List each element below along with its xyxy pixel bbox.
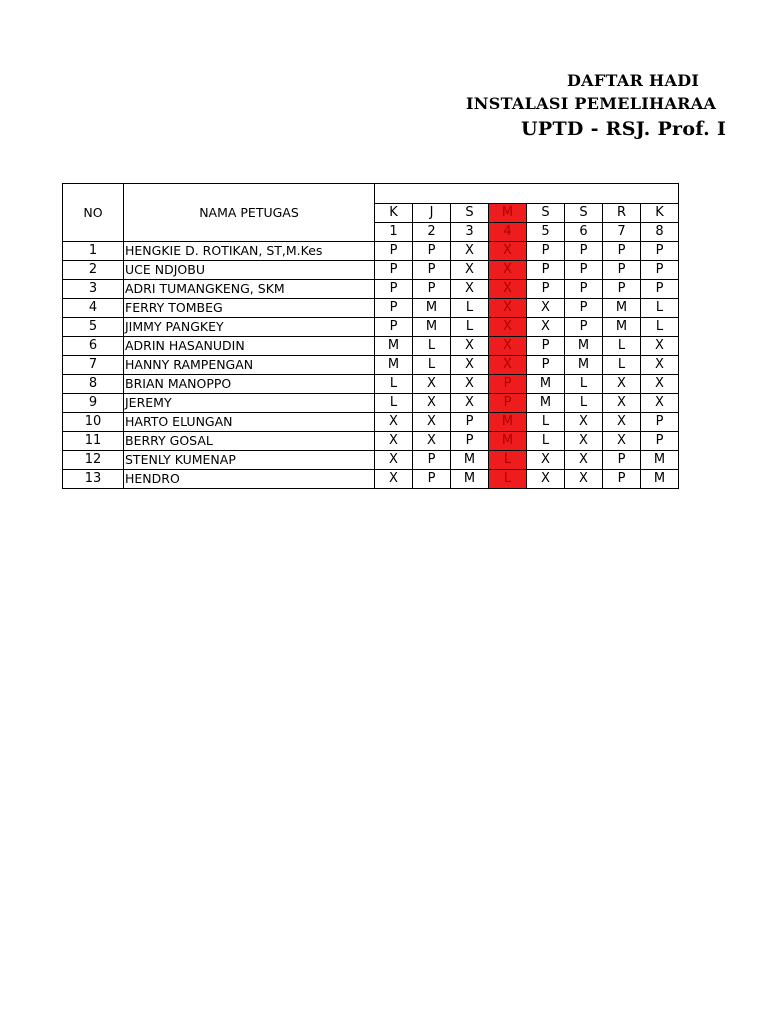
table-row (63, 299, 679, 318)
day-date-cell: 2 (413, 223, 451, 242)
day-date-cell: 5 (527, 223, 565, 242)
row-number: 4 (63, 299, 124, 318)
shift-cell: P (565, 261, 603, 280)
shift-cell: X (375, 432, 413, 451)
shift-cell: L (565, 375, 603, 394)
staff-name: BRIAN MANOPPO (124, 375, 375, 394)
shift-cell: L (451, 318, 489, 337)
table-row (63, 356, 679, 375)
shift-cell: M (451, 451, 489, 470)
shift-cell: X (527, 451, 565, 470)
shift-cell: P (603, 261, 641, 280)
shift-cell: P (451, 413, 489, 432)
day-abbr-cell: M (489, 204, 527, 223)
header-name: NAMA PETUGAS (124, 184, 375, 242)
shift-cell: M (641, 470, 679, 489)
day-abbr-cell: S (565, 204, 603, 223)
shift-cell: P (641, 261, 679, 280)
row-number: 13 (63, 470, 124, 489)
shift-cell: P (375, 242, 413, 261)
staff-name: HANNY RAMPENGAN (124, 356, 375, 375)
shift-cell: P (375, 318, 413, 337)
shift-cell: X (527, 299, 565, 318)
shift-cell: X (641, 375, 679, 394)
shift-cell: M (603, 299, 641, 318)
row-number: 8 (63, 375, 124, 394)
shift-cell: M (451, 470, 489, 489)
day-date-cell: 1 (375, 223, 413, 242)
shift-cell: L (641, 318, 679, 337)
shift-cell: X (375, 413, 413, 432)
shift-cell: P (413, 470, 451, 489)
shift-cell: X (565, 413, 603, 432)
table-row (63, 337, 679, 356)
staff-name: ADRIN HASANUDIN (124, 337, 375, 356)
shift-cell: M (527, 375, 565, 394)
shift-cell: X (413, 432, 451, 451)
shift-cell: M (603, 318, 641, 337)
shift-cell: X (375, 470, 413, 489)
row-number: 1 (63, 242, 124, 261)
shift-cell: P (451, 432, 489, 451)
shift-cell: X (641, 394, 679, 413)
day-abbr-cell: K (641, 204, 679, 223)
shift-cell: P (527, 242, 565, 261)
document-title: DAFTAR HADI (567, 71, 700, 90)
shift-cell: M (565, 356, 603, 375)
shift-cell: M (375, 337, 413, 356)
shift-cell: L (489, 470, 527, 489)
shift-cell: X (565, 470, 603, 489)
shift-cell: X (451, 337, 489, 356)
staff-name: HARTO ELUNGAN (124, 413, 375, 432)
attendance-table (62, 183, 679, 489)
shift-cell: P (527, 261, 565, 280)
shift-cell: M (489, 432, 527, 451)
shift-cell: P (603, 280, 641, 299)
shift-cell: P (603, 242, 641, 261)
shift-cell: L (641, 299, 679, 318)
shift-cell: L (527, 413, 565, 432)
attendance-sheet (62, 183, 768, 495)
shift-cell: P (603, 451, 641, 470)
shift-cell: P (413, 261, 451, 280)
staff-name: HENGKIE D. ROTIKAN, ST,M.Kes (124, 242, 375, 261)
shift-cell: X (603, 413, 641, 432)
day-date-cell: 7 (603, 223, 641, 242)
shift-cell: M (413, 318, 451, 337)
day-abbr-cell: J (413, 204, 451, 223)
day-date-cell: 3 (451, 223, 489, 242)
shift-cell: X (413, 413, 451, 432)
row-number: 9 (63, 394, 124, 413)
shift-cell: X (413, 394, 451, 413)
shift-cell: P (413, 451, 451, 470)
shift-cell: P (641, 432, 679, 451)
document-subtitle: INSTALASI PEMELIHARAA (466, 94, 717, 113)
shift-cell: X (489, 299, 527, 318)
row-number: 3 (63, 280, 124, 299)
shift-cell: X (489, 242, 527, 261)
row-number: 10 (63, 413, 124, 432)
shift-cell: P (413, 242, 451, 261)
table-row (63, 280, 679, 299)
shift-cell: X (489, 318, 527, 337)
shift-cell: P (375, 261, 413, 280)
day-abbr-cell: S (527, 204, 565, 223)
shift-cell: P (527, 356, 565, 375)
row-number: 5 (63, 318, 124, 337)
table-row (63, 318, 679, 337)
shift-cell: L (603, 356, 641, 375)
day-abbr-cell: K (375, 204, 413, 223)
table-row (63, 470, 679, 489)
shift-cell: X (489, 337, 527, 356)
staff-name: UCE NDJOBU (124, 261, 375, 280)
shift-cell: L (413, 356, 451, 375)
shift-cell: P (565, 280, 603, 299)
staff-name: JEREMY (124, 394, 375, 413)
shift-cell: P (527, 337, 565, 356)
shift-cell: L (375, 375, 413, 394)
shift-cell: X (375, 451, 413, 470)
shift-cell: P (489, 394, 527, 413)
shift-cell: L (451, 299, 489, 318)
shift-cell: L (527, 432, 565, 451)
staff-name: HENDRO (124, 470, 375, 489)
day-date-cell: 6 (565, 223, 603, 242)
row-number: 11 (63, 432, 124, 451)
shift-cell: P (565, 318, 603, 337)
day-date-cell: 8 (641, 223, 679, 242)
header-no: NO (63, 184, 124, 242)
institution-name: UPTD - RSJ. Prof. I (521, 118, 727, 140)
shift-cell: M (565, 337, 603, 356)
staff-name: FERRY TOMBEG (124, 299, 375, 318)
day-abbr-cell: R (603, 204, 641, 223)
staff-name: JIMMY PANGKEY (124, 318, 375, 337)
header-row-top (63, 184, 679, 204)
shift-cell: P (641, 413, 679, 432)
shift-cell: X (489, 356, 527, 375)
shift-cell: X (603, 375, 641, 394)
table-row (63, 375, 679, 394)
shift-cell: M (527, 394, 565, 413)
shift-cell: X (451, 242, 489, 261)
shift-cell: X (451, 280, 489, 299)
shift-cell: X (413, 375, 451, 394)
shift-cell: P (565, 242, 603, 261)
shift-cell: P (375, 280, 413, 299)
shift-cell: P (641, 242, 679, 261)
day-abbr-cell: S (451, 204, 489, 223)
shift-cell: X (451, 375, 489, 394)
shift-cell: X (527, 470, 565, 489)
table-row (63, 242, 679, 261)
row-number: 2 (63, 261, 124, 280)
shift-cell: X (451, 394, 489, 413)
shift-cell: X (489, 280, 527, 299)
shift-cell: L (375, 394, 413, 413)
shift-cell: X (641, 337, 679, 356)
shift-cell: P (375, 299, 413, 318)
shift-cell: M (489, 413, 527, 432)
table-row (63, 432, 679, 451)
shift-cell: X (641, 356, 679, 375)
shift-cell: L (413, 337, 451, 356)
shift-cell: X (603, 432, 641, 451)
staff-name: BERRY GOSAL (124, 432, 375, 451)
row-number: 7 (63, 356, 124, 375)
shift-cell: X (489, 261, 527, 280)
shift-cell: X (565, 432, 603, 451)
shift-cell: M (413, 299, 451, 318)
shift-cell: X (451, 261, 489, 280)
staff-name: ADRI TUMANGKENG, SKM (124, 280, 375, 299)
shift-cell: L (565, 394, 603, 413)
staff-name: STENLY KUMENAP (124, 451, 375, 470)
day-date-cell: 4 (489, 223, 527, 242)
shift-cell: X (603, 394, 641, 413)
shift-cell: X (527, 318, 565, 337)
shift-cell: L (489, 451, 527, 470)
shift-cell: P (527, 280, 565, 299)
table-row (63, 394, 679, 413)
shift-cell: P (489, 375, 527, 394)
table-row (63, 451, 679, 470)
shift-cell: X (565, 451, 603, 470)
header-month-blank (375, 184, 679, 204)
shift-cell: M (375, 356, 413, 375)
shift-cell: P (565, 299, 603, 318)
table-row (63, 413, 679, 432)
shift-cell: M (641, 451, 679, 470)
row-number: 6 (63, 337, 124, 356)
shift-cell: L (603, 337, 641, 356)
shift-cell: P (641, 280, 679, 299)
shift-cell: P (603, 470, 641, 489)
shift-cell: X (451, 356, 489, 375)
row-number: 12 (63, 451, 124, 470)
shift-cell: P (413, 280, 451, 299)
table-row (63, 261, 679, 280)
